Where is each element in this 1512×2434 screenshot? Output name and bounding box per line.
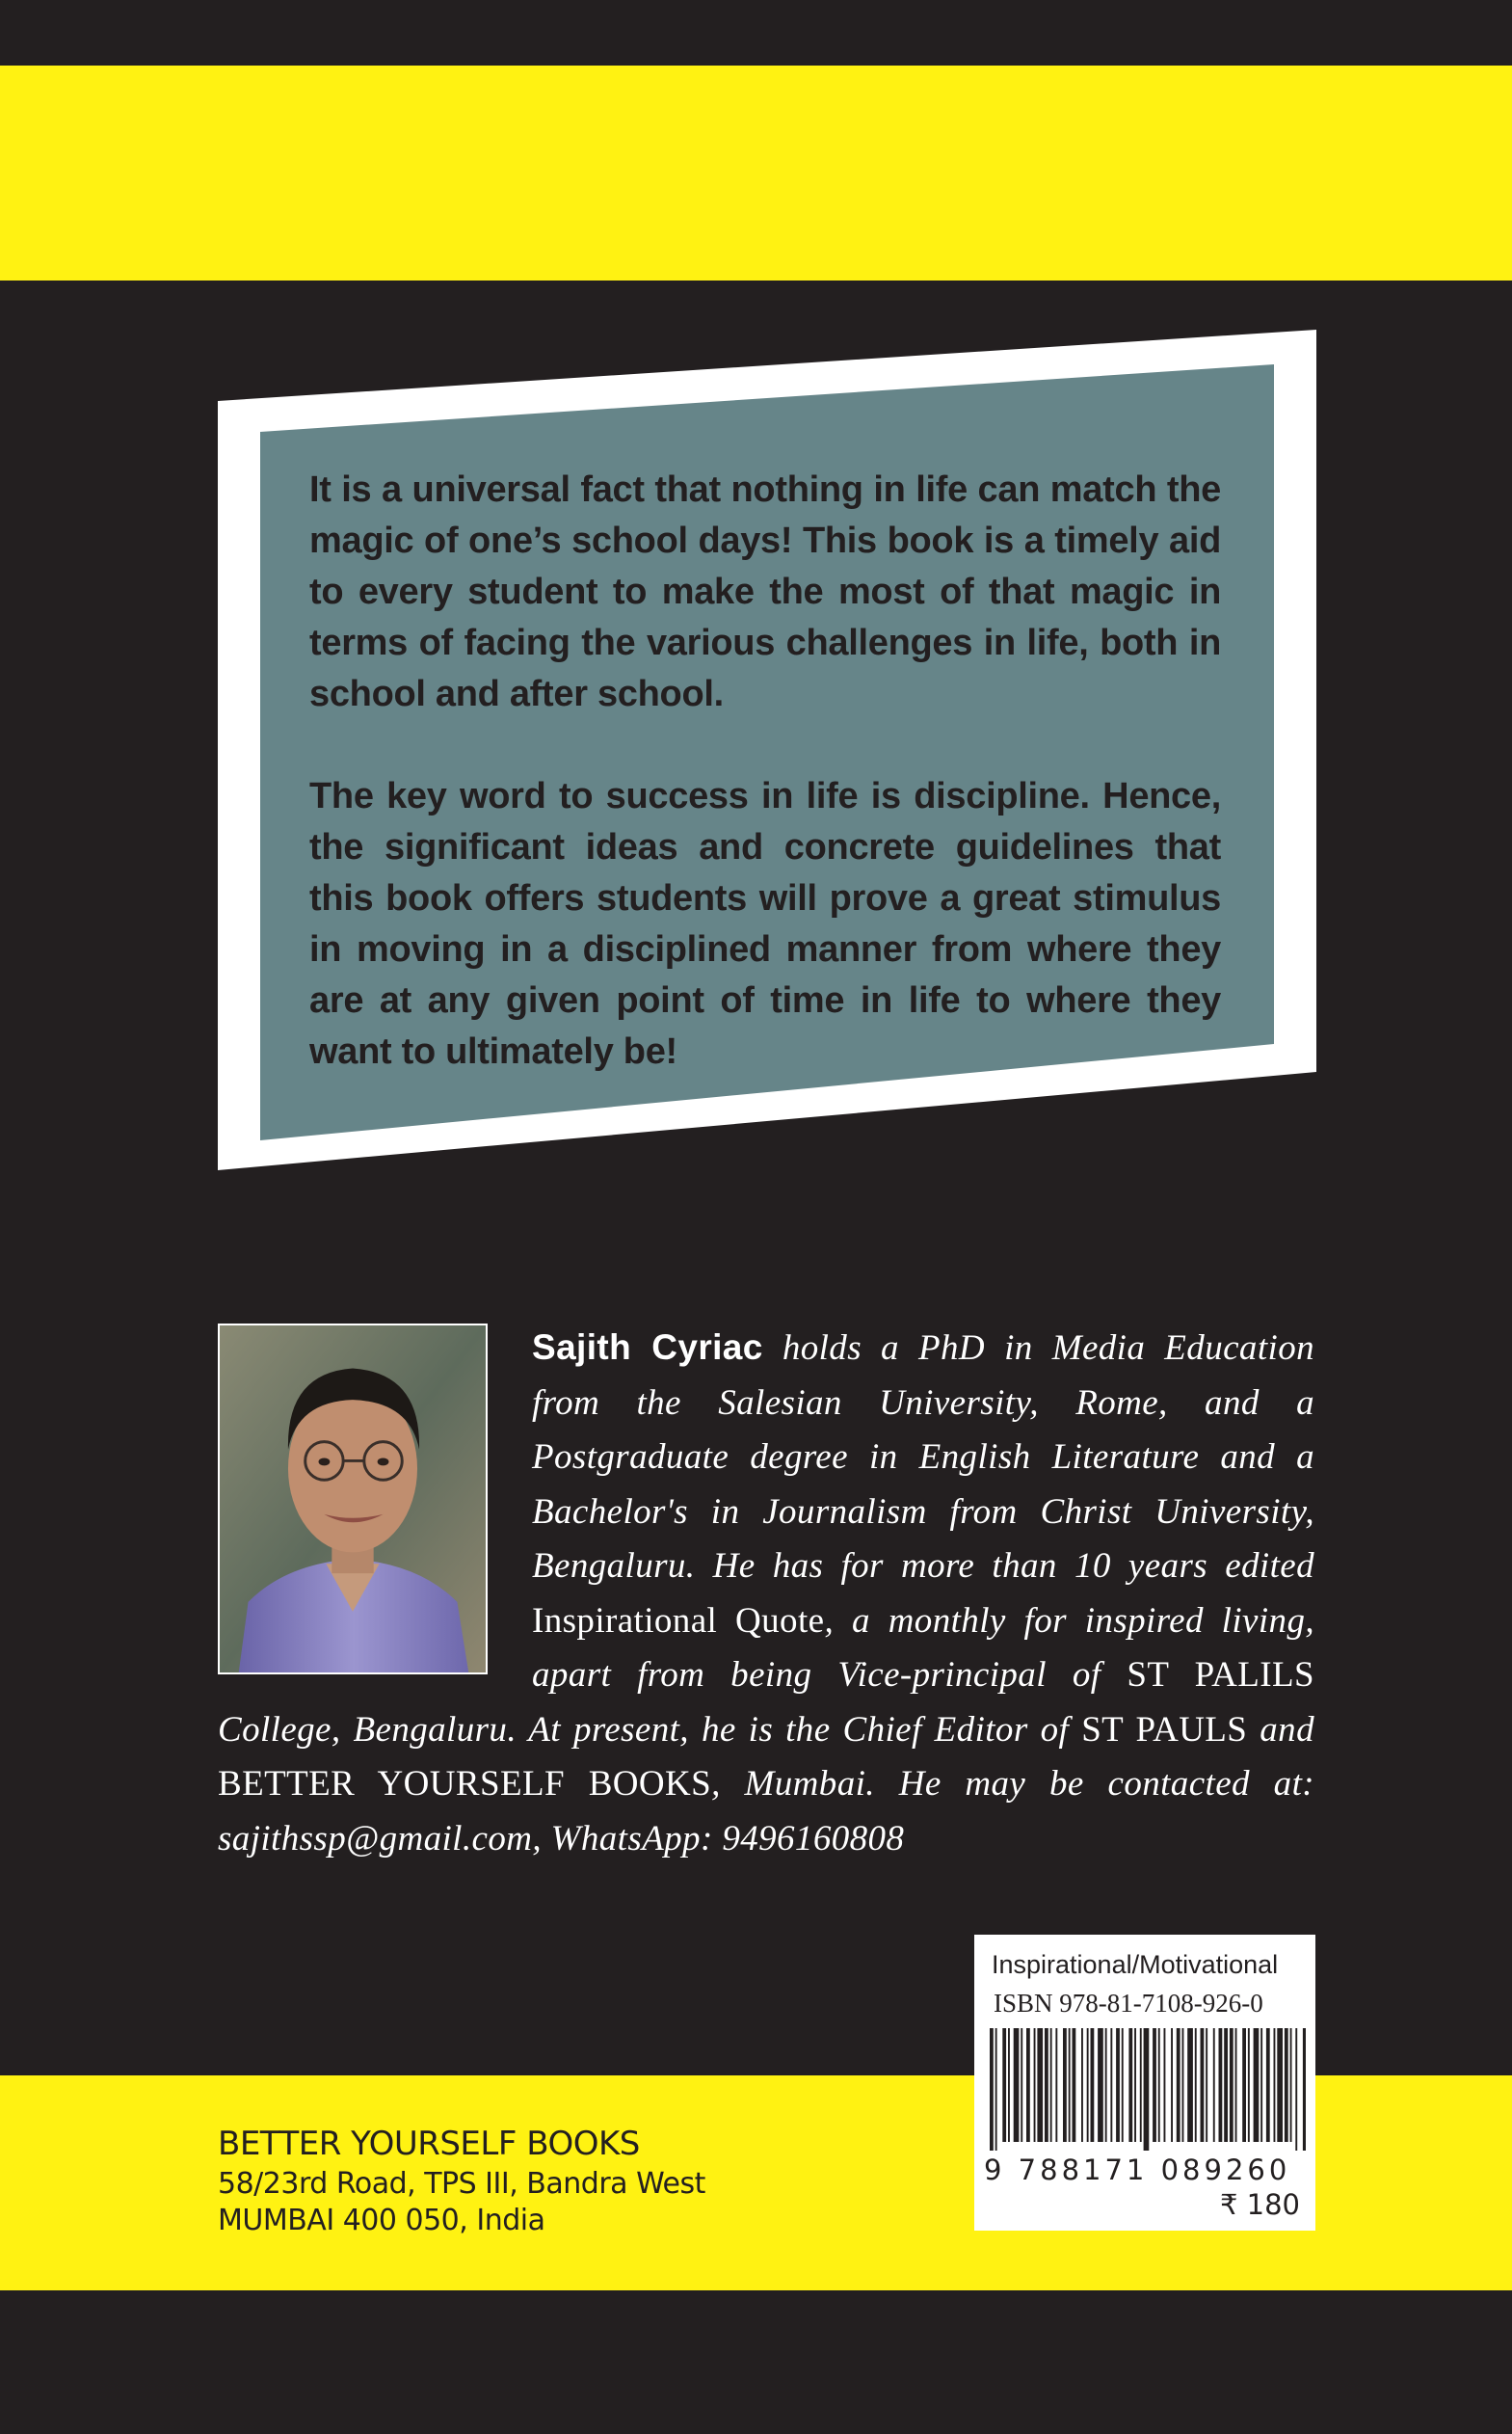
barcode-stripe [1260,2028,1262,2142]
publisher-name: ST PAULS [1081,1709,1248,1750]
barcode-stripe [1144,2028,1150,2151]
barcode-stripe [1235,2028,1237,2142]
barcode-stripe [1098,2028,1103,2142]
barcode-stripe [1073,2028,1076,2142]
barcode-stripe [1295,2028,1297,2151]
barcode-stripe [1303,2028,1306,2151]
barcode-stripe [995,2028,997,2151]
barcode-stripe [1153,2028,1156,2142]
bio-text: holds a PhD in Media Education from the Salesian University, Rome, and a Postgraduate degree in English Literature and a Bachelor's in Journalism from Christ University, Bengaluru. He has for more than 10 years edited [532,1328,1314,1586]
barcode-stripe [1087,2028,1089,2142]
barcode-stripe [1045,2028,1048,2142]
barcode-stripe [1140,2028,1142,2142]
barcode-stripe [1285,2028,1288,2142]
barcode-stripe [1290,2028,1292,2142]
publisher-title: BETTER YOURSELF BOOKS [218,2125,640,2163]
blurb-text [309,465,1221,1078]
barcode-stripe [1021,2028,1022,2142]
barcode-stripe [1063,2028,1067,2142]
barcode-stripe [1219,2028,1223,2142]
magazine-name: Inspirational Quote [532,1600,825,1641]
price-label: ₹ 180 [1219,2188,1300,2221]
barcode-stripe [1050,2028,1052,2142]
barcode-stripe [1201,2028,1205,2142]
publisher-address: MUMBAI 400 050, India [218,2204,545,2237]
bio-text: College, Bengaluru. At present, he is the Chief Editor of [218,1709,1082,1750]
barcode-stripe [1116,2028,1120,2142]
author-name: Sajith Cyriac [532,1327,763,1367]
barcode-stripe [1277,2028,1283,2142]
blurb-paragraph: The key word to success in life is discipline. Hence, the significant ideas and concrete guidelines that this book offers students will prove a great stimulus in moving in a disciplined manner from where they are at any given point of time in life to where they want to ultimately be! [309,776,1221,1072]
barcode-stripe [1177,2028,1180,2142]
publisher-name: BETTER YOURSELF BOOKS [218,1764,712,1804]
barcode-stripe [1037,2028,1043,2142]
bio-text: , a monthly for inspired living, apart from being Vice-principal of [532,1600,1314,1695]
barcode-stripe [1254,2028,1260,2142]
barcode-stripe [1069,2028,1071,2142]
barcode-stripe [1091,2028,1095,2142]
barcode-bars [988,2028,1306,2151]
bio-text: and [1247,1709,1314,1750]
barcode-stripe [990,2028,994,2151]
isbn-label: ISBN 978-81-7108-926-0 [994,1989,1263,2018]
barcode-stripe [1274,2028,1276,2142]
barcode-stripe [1026,2028,1030,2142]
barcode-stripe [1134,2028,1136,2142]
barcode-stripe [1224,2028,1228,2142]
barcode-stripe [1206,2028,1207,2142]
barcode-stripe [1164,2028,1166,2142]
genre-label: Inspirational/Motivational [992,1950,1279,1979]
college-name: ST PALILS [1127,1655,1314,1695]
barcode-stripe [1014,2028,1020,2142]
barcode-stripe [1213,2028,1215,2142]
barcode-stripe [1002,2028,1006,2142]
barcode-stripe [1171,2028,1173,2142]
barcode-digits: 9 788171 089260 [984,2153,1291,2186]
barcode-stripe [1182,2028,1184,2142]
barcode-stripe [1008,2028,1010,2142]
barcode-stripe [1158,2028,1160,2142]
barcode-stripe [1034,2028,1036,2142]
barcode-stripe [1110,2028,1112,2142]
barcode-stripe [1187,2028,1193,2142]
barcode-stripe [1248,2028,1250,2142]
barcode-stripe [1266,2028,1270,2142]
barcode-stripe [1230,2028,1233,2142]
photo-space [218,1321,532,1672]
author-bio [218,1321,1314,1866]
blurb-paragraph: It is a universal fact that nothing in life can match the magic of one’s school days! This book is a timely aid to every student to make the most of that magic in terms of facing the various challenges in life, both in school and after school. [309,469,1221,714]
barcode-stripe [1105,2028,1107,2142]
barcode-stripe [1128,2028,1132,2142]
barcode-stripe [1081,2028,1083,2142]
barcode-stripe [1055,2028,1057,2142]
barcode-label [974,1935,1315,2231]
barcode-stripe [1195,2028,1197,2142]
bio-text: , Mumbai. He may be contacted at: sajithssp@gmail.com, WhatsApp: 9496160808 [218,1764,1314,1859]
barcode-stripe [1122,2028,1124,2142]
barcode-stripe [1242,2028,1246,2142]
publisher-address: 58/23rd Road, TPS III, Bandra West [218,2167,705,2201]
publisher-block [218,2122,705,2239]
